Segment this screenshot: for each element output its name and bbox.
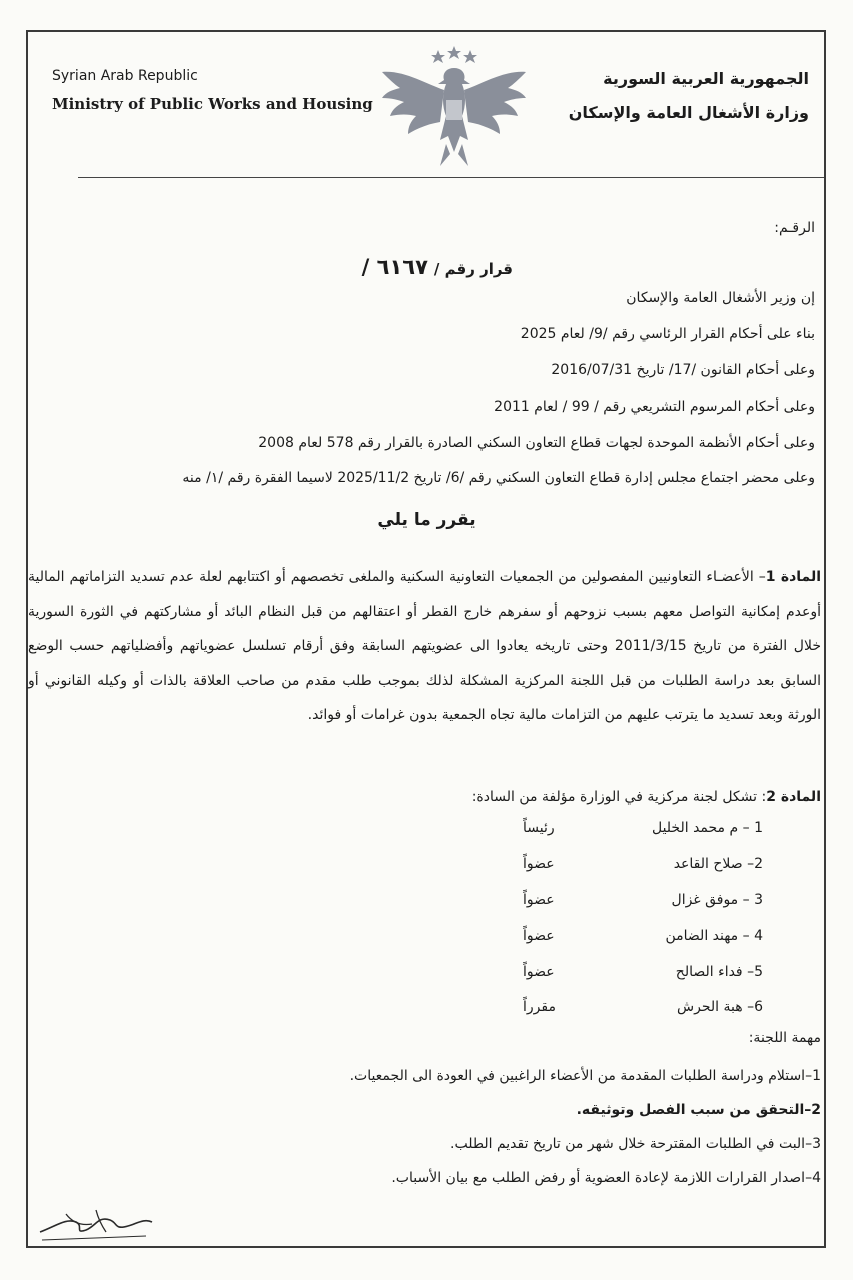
member-role: عضواً xyxy=(523,856,555,872)
article-1-label: المادة 1 xyxy=(765,569,821,585)
committee-member xyxy=(523,962,763,982)
member-name: 2– صلاح القاعد xyxy=(673,856,763,872)
preamble-line-6: وعلى محضر اجتماع مجلس إدارة قطاع التعاون السكني رقم /6/ تاريخ 2025/11/2 لاسيما الفقرة رقم /١/ منه xyxy=(182,470,815,486)
committee-member xyxy=(523,890,763,910)
arabic-header xyxy=(569,62,809,130)
committee-tasks-title: مهمة اللجنة: xyxy=(748,1030,821,1046)
eagle-emblem-icon xyxy=(376,44,532,170)
article-1 xyxy=(28,560,821,733)
article-2 xyxy=(28,780,821,815)
decision-number xyxy=(362,255,513,279)
task-item: 1–استلام ودراسة الطلبات المقدمة من الأعضاء الراغبين في العودة الى الجمعيات. xyxy=(349,1068,821,1084)
member-role: عضواً xyxy=(523,892,555,908)
member-role: مقرراً xyxy=(523,999,556,1015)
member-name: 5– فداء الصالح xyxy=(675,964,763,980)
english-header xyxy=(52,62,373,118)
header-divider xyxy=(78,177,824,178)
decision-number-value: ٦١٦٧ / xyxy=(361,255,428,279)
member-name: 6– هبة الحرش xyxy=(677,999,763,1015)
preamble-line-4: وعلى أحكام المرسوم التشريعي رقم / 99 / لعام 2011 xyxy=(494,399,815,415)
committee-member xyxy=(523,818,763,838)
member-role: رئيساً xyxy=(523,820,555,836)
committee-member xyxy=(523,926,763,946)
task-item: 3–البت في الطلبات المقترحة خلال شهر من تاريخ تقديم الطلب. xyxy=(450,1136,821,1152)
article-2-text: : تشكل لجنة مركزية في الوزارة مؤلفة من السادة: xyxy=(471,789,767,805)
article-2-label: المادة 2 xyxy=(766,789,821,805)
member-role: عضواً xyxy=(523,964,555,980)
task-item: 2–التحقق من سبب الفصل وتوثيقه. xyxy=(576,1102,821,1118)
country-name-en: Syrian Arab Republic xyxy=(52,68,198,84)
decision-number-label: قرار رقم / xyxy=(433,260,513,278)
member-name: 4 – مهند الضامن xyxy=(665,928,763,944)
task-item: 4–اصدار القرارات اللازمة لإعادة العضوية أو رفض الطلب مع بيان الأسباب. xyxy=(391,1170,821,1186)
article-1-text: – الأعضـاء التعاونيين المفصولين من الجمعيات التعاونية السكنية والملغى تخصصهم أو اكتتابهم لعلة عدم تسديد التزاماتهم المالية أوعدم إمكانية التواصل معهم بسبب نزوحهم أو سفرهم خارج القطر أو اعتقالهم من قبل النظام البائد أو مشاركتهم في الثورة السورية خلال الفترة من تاريخ 2011/3/15 وحتى تاريخه يعادوا الى عضويتهم السابقة وفق أرقام تسلسل عضوياتهم وأفضلياتهم حسب الوضع السابق بعد دراسة الطلبات من قبل اللجنة المركزية المشكلة لذلك بموجب طلب مقدم من صاحب العلاقة بالذات أو وكيله القانوني أو الورثة وبعد تسديد ما يترتب عليهم من التزامات مالية تجاه الجمعية بدون غرامات أو فوائد. xyxy=(28,569,821,723)
preamble-line-5: وعلى أحكام الأنظمة الموحدة لجهات قطاع التعاون السكني الصادرة بالقرار رقم 578 لعام 2008 xyxy=(258,435,815,451)
reference-number-label: الرقـم: xyxy=(774,220,815,236)
preamble-line-2: بناء على أحكام القرار الرئاسي رقم /9/ لعام 2025 xyxy=(520,326,815,342)
ministry-name-en: Ministry of Public Works and Housing xyxy=(52,95,373,113)
handwritten-signature-icon xyxy=(36,1196,156,1246)
preamble-line-1: إن وزير الأشغال العامة والإسكان xyxy=(626,290,815,306)
member-role: عضواً xyxy=(523,928,555,944)
ministry-name-ar: وزارة الأشغال العامة والإسكان xyxy=(568,103,809,122)
preamble-line-3: وعلى أحكام القانون /17/ تاريخ 2016/07/31 xyxy=(551,362,815,378)
resolution-heading: يقرر ما يلي xyxy=(377,510,476,530)
committee-member xyxy=(523,854,763,874)
committee-member xyxy=(523,997,763,1017)
country-name-ar: الجمهورية العربية السورية xyxy=(603,69,809,88)
member-name: 3 – موفق غزال xyxy=(671,892,763,908)
member-name: 1 – م محمد الخليل xyxy=(651,820,763,836)
